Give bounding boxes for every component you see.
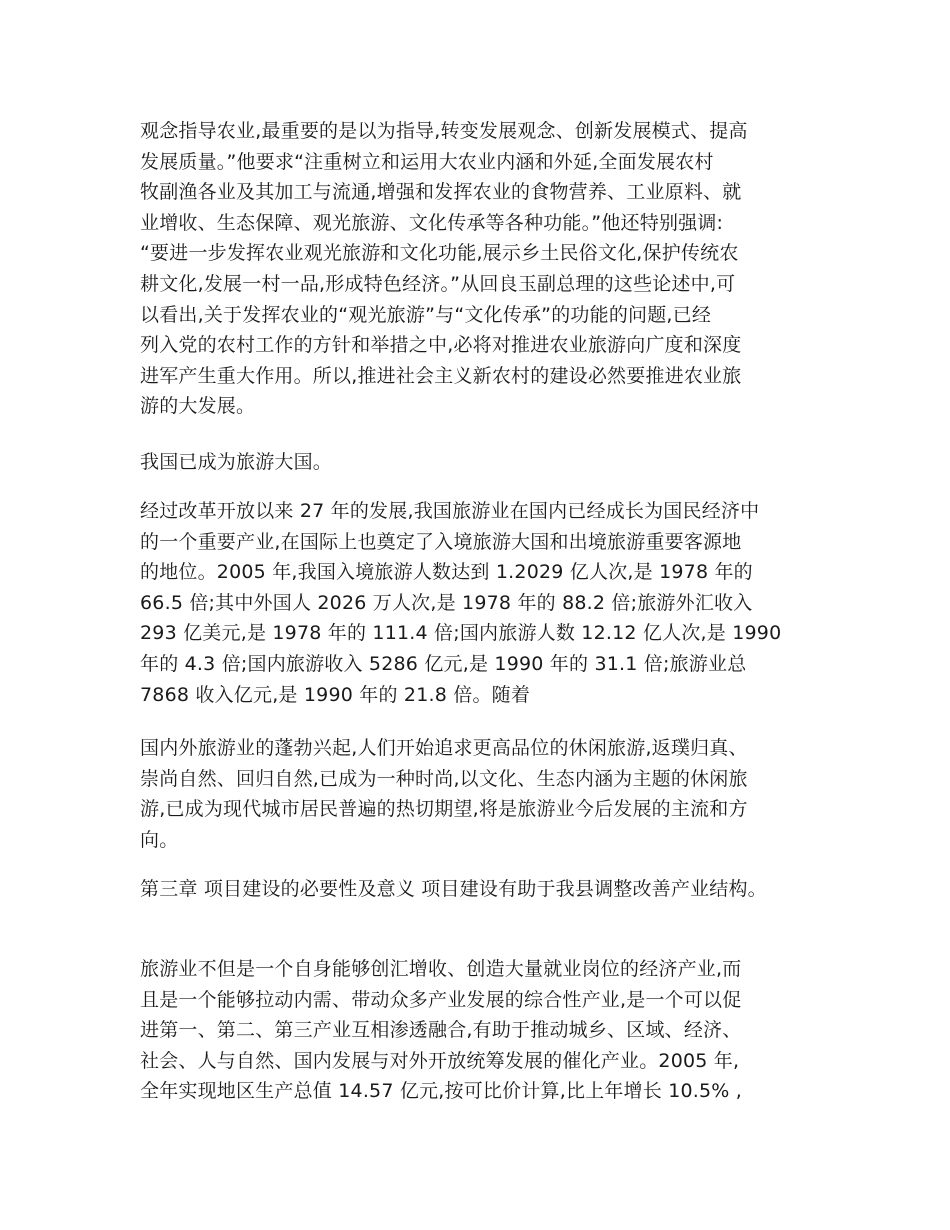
text-line: 且是一个能够拉动内需、带动众多产业发展的综合性产业,是一个可以促: [140, 988, 742, 1011]
text-line: 牧副渔各业及其加工与流通,增强和发挥农业的食物营养、工业原料、就: [140, 181, 742, 204]
text-line: 以看出,关于发挥农业的“观光旅游”与“文化传承”的功能的问题,已经: [140, 303, 712, 326]
text-line: 业增收、生态保障、观光旅游、文化传承等各种功能。”他还特别强调:: [140, 211, 724, 234]
text-line: 年的 4.3 倍;国内旅游收入 5286 亿元,是 1990 年的 31.1 倍;旅游业总: [140, 652, 747, 675]
text-line: 发展质量。”他要求“注重树立和运用大农业内涵和外延,全面发展农村: [140, 150, 714, 173]
text-line: 66.5 倍;其中外国人 2026 万人次,是 1978 年的 88.2 倍;旅游外汇收入: [140, 591, 753, 614]
paragraph-tourism-statistics: [140, 496, 820, 710]
text-line: 社会、人与自然、国内发展与对外开放统筹发展的催化产业。2005 年,: [140, 1049, 740, 1072]
text-line: 游的大发展。: [140, 395, 256, 418]
text-line: 游,已成为现代城市居民普遍的热切期望,将是旅游业今后发展的主流和方: [140, 798, 748, 821]
paragraph-leisure-tourism: [140, 733, 820, 855]
text-line: 列入党的农村工作的方针和举措之中,必将对推进农业旅游向广度和深度: [140, 334, 742, 357]
text-line: “要进一步发挥农业观光旅游和文化功能,展示乡土民俗文化,保护传统农: [140, 242, 739, 265]
text-line: 耕文化,发展一村一品,形成特色经济。”从回良玉副总理的这些论述中,可: [140, 272, 736, 295]
text-line: 7868 收入亿元,是 1990 年的 21.8 倍。随着: [140, 683, 531, 706]
text-line: 观念指导农业,最重要的是以为指导,转变发展观念、创新发展模式、提高: [140, 120, 748, 142]
text-line: 崇尚自然、回归自然,已成为一种时尚,以文化、生态内涵为主题的休闲旅: [140, 767, 748, 790]
text-line: 的一个重要产业,在国际上也奠定了入境旅游大国和出境旅游重要客源地: [140, 530, 742, 553]
text-line: 经过改革开放以来 27 年的发展,我国旅游业在国内已经成长为国民经济中: [140, 500, 760, 522]
text-line: 全年实现地区生产总值 14.57 亿元,按可比价计算,比上年增长 10.5% ,: [140, 1080, 743, 1103]
text-line: 第三章 项目建设的必要性及意义 项目建设有助于我县调整改善产业结构。: [140, 878, 767, 900]
text-line: 进第一、第二、第三产业互相渗透融合,有助于推动城乡、区域、经济、: [140, 1019, 742, 1042]
text-line: 的地位。2005 年,我国入境旅游人数达到 1.2029 亿人次,是 1978 年的: [140, 561, 753, 584]
text-line: 向。: [140, 828, 179, 851]
chapter-heading: [140, 874, 820, 905]
text-line: 旅游业不但是一个自身能够创汇增收、创造大量就业岗位的经济产业,而: [140, 958, 742, 980]
paragraph-industry-structure: [140, 954, 820, 1107]
text-line: 进军产生重大作用。所以,推进社会主义新农村的建设必然要推进农业旅: [140, 364, 742, 387]
paragraph-agriculture-tourism: [140, 116, 820, 422]
text-line: 我国已成为旅游大国。: [140, 451, 333, 473]
paragraph-tourism-power-heading: [140, 447, 820, 478]
text-line: 293 亿美元,是 1978 年的 111.4 倍;国内旅游人数 12.12 亿人次,是 1990: [140, 622, 782, 645]
text-line: 国内外旅游业的蓬勃兴起,人们开始追求更高品位的休闲旅游,返璞归真、: [140, 737, 748, 759]
